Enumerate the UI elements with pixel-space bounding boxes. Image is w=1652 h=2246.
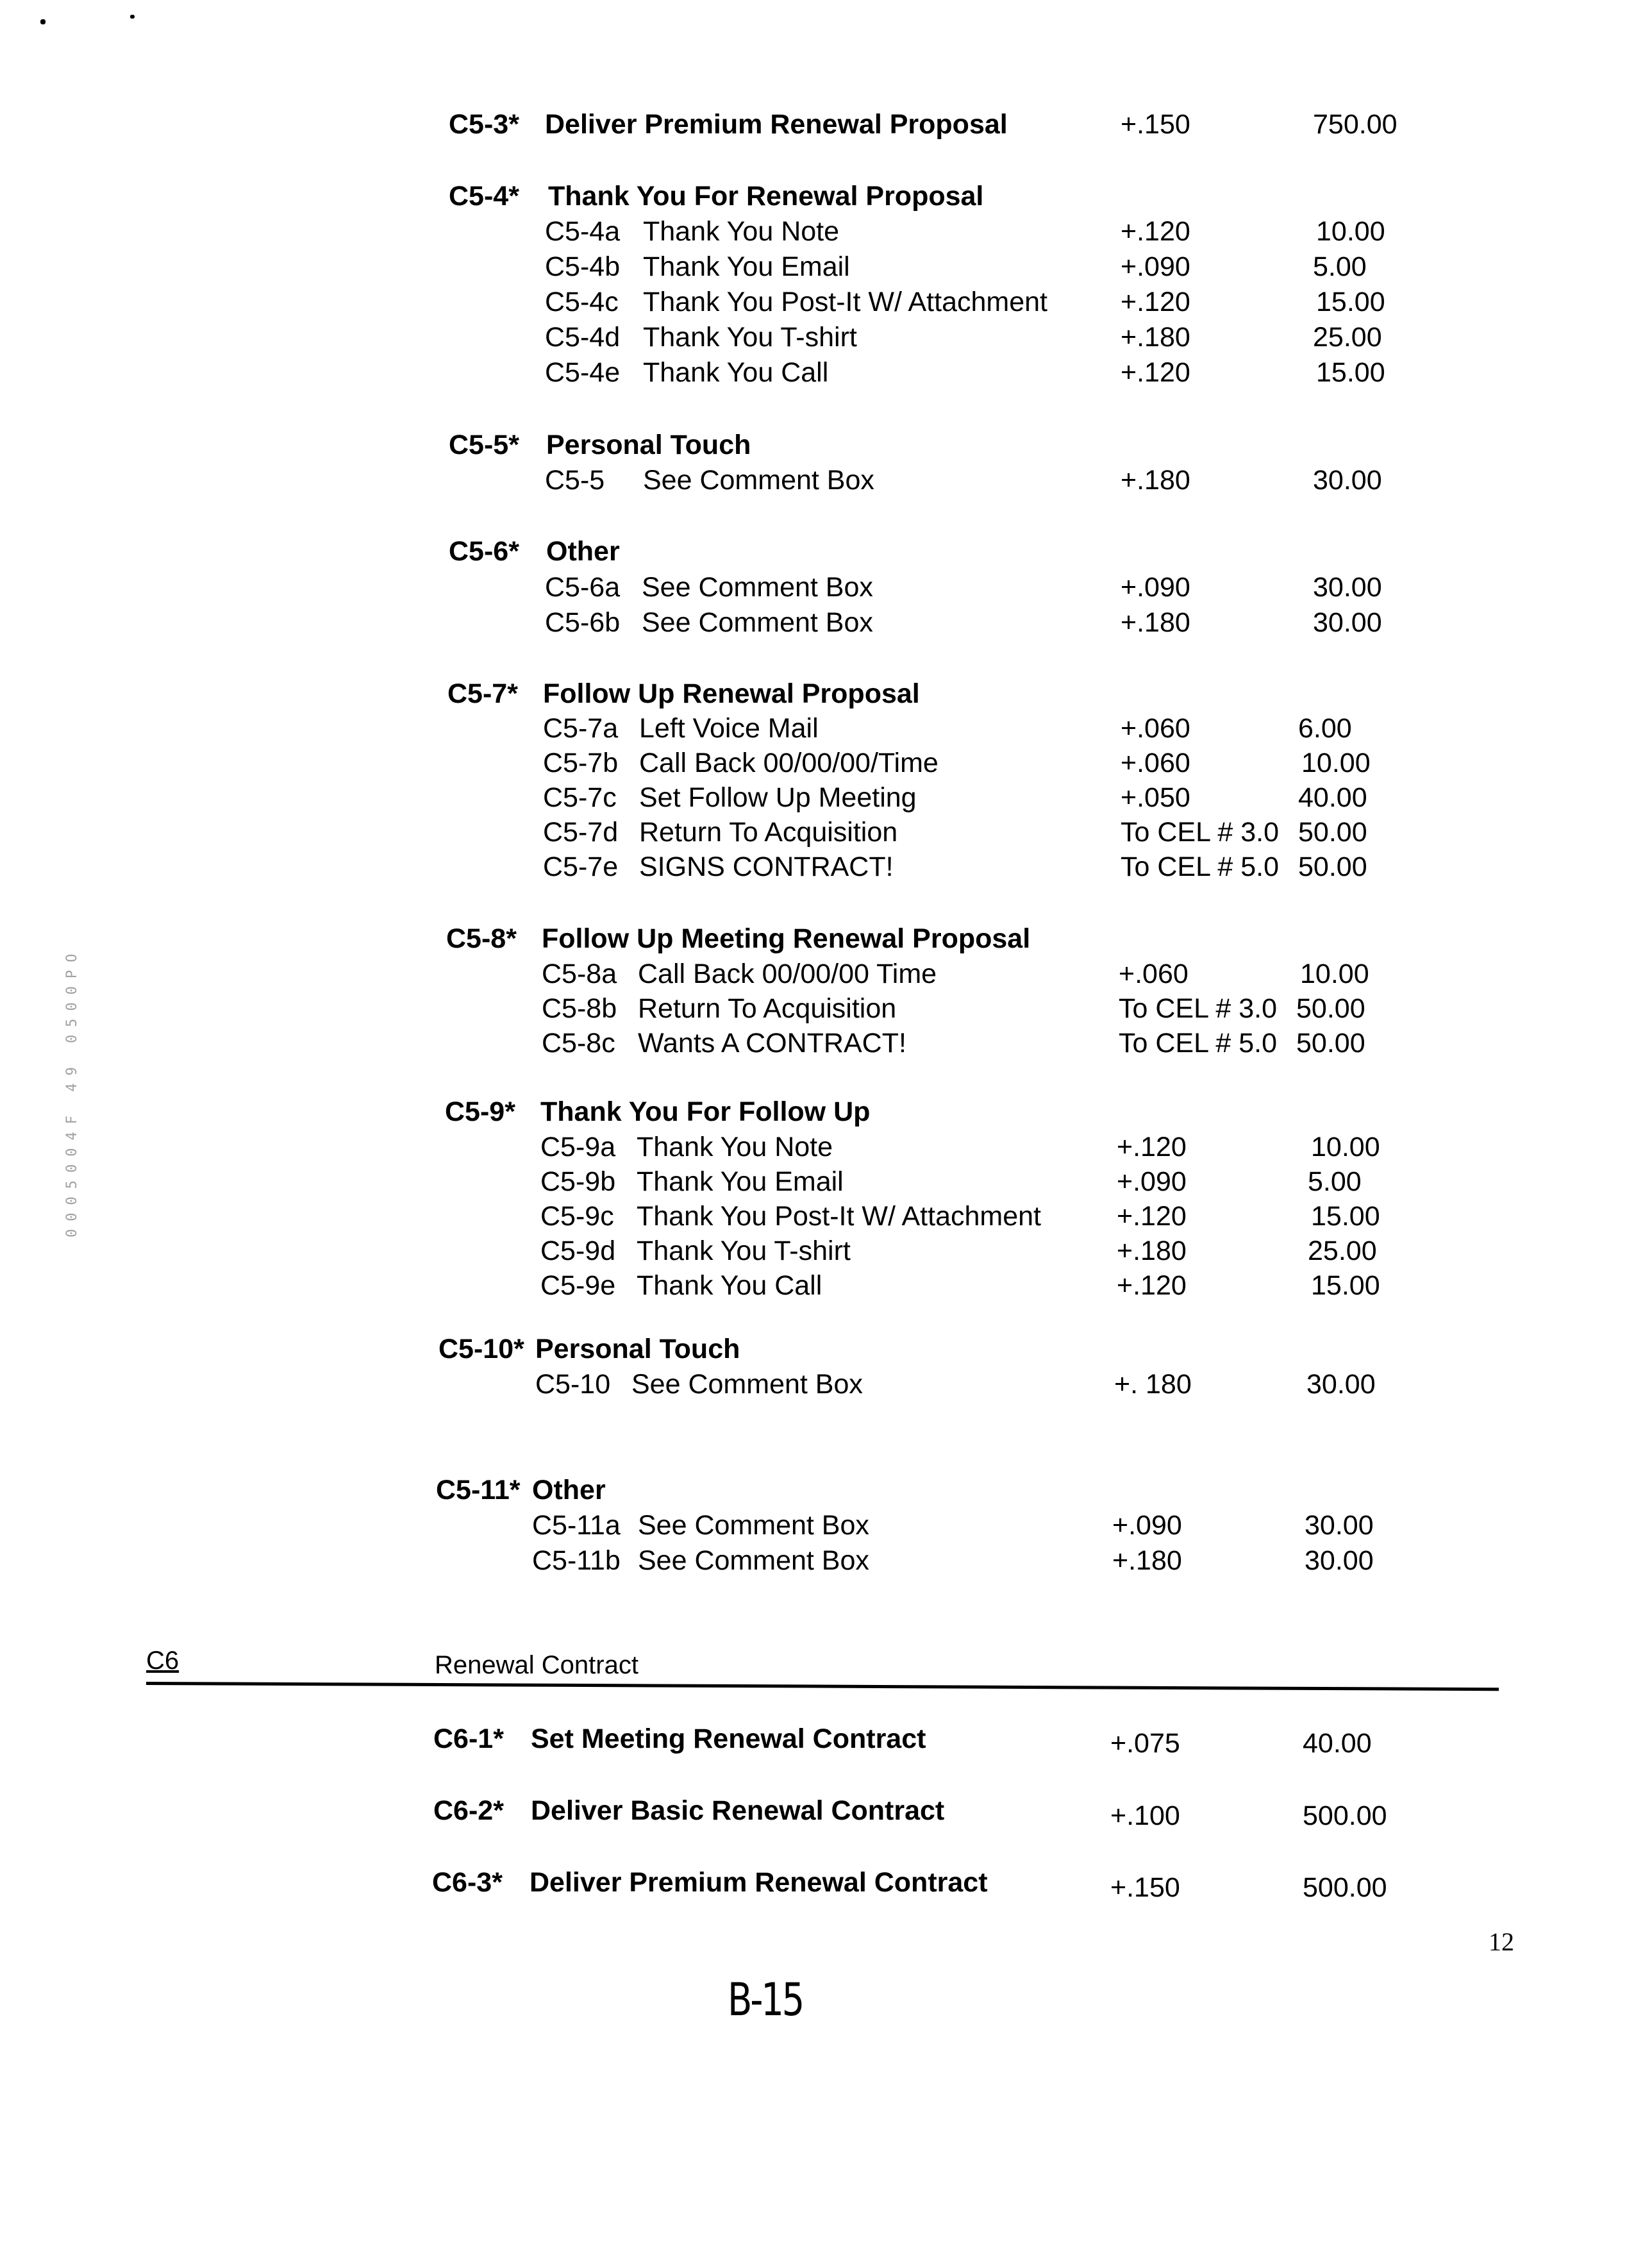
item-code: C5-9b <box>540 1166 616 1197</box>
item-label: Set Follow Up Meeting <box>639 782 917 813</box>
points-value: To CEL # 5.0 <box>1121 851 1279 882</box>
amount-value: 10.00 <box>1316 216 1385 247</box>
group-code: C5-5* <box>449 430 519 460</box>
item-code: C5-4d <box>545 322 621 353</box>
item-label: Thank You Call <box>637 1270 822 1301</box>
amount-value: 500.00 <box>1303 1800 1387 1831</box>
item-label: SIGNS CONTRACT! <box>639 851 894 882</box>
section-title: Renewal Contract <box>435 1651 638 1679</box>
group-title: Follow Up Meeting Renewal Proposal <box>542 923 1031 954</box>
item-code: C5-8b <box>542 993 617 1024</box>
item-label: See Comment Box <box>631 1369 863 1400</box>
item-code: C5-8c <box>542 1028 615 1059</box>
item-code: C5-9e <box>540 1270 616 1301</box>
amount-value: 15.00 <box>1311 1201 1380 1232</box>
points-value: +.090 <box>1121 251 1190 282</box>
amount-value: 30.00 <box>1306 1369 1376 1400</box>
item-label: See Comment Box <box>638 1545 869 1576</box>
group-code: C5-3* <box>449 109 519 140</box>
points-value: +.060 <box>1121 748 1190 778</box>
points-value: +.075 <box>1110 1728 1180 1759</box>
amount-value: 15.00 <box>1316 357 1385 388</box>
amount-value: 750.00 <box>1313 109 1398 140</box>
points-value: +.090 <box>1112 1510 1182 1541</box>
item-label: Thank You Note <box>637 1132 833 1162</box>
group-title: Thank You For Renewal Proposal <box>548 181 984 212</box>
section-code: C6 <box>146 1647 179 1675</box>
amount-value: 50.00 <box>1298 817 1367 848</box>
item-code: C5-11a <box>532 1510 621 1541</box>
item-label: Thank You Note <box>643 216 840 247</box>
item-code: C5-4e <box>545 357 621 388</box>
group-title: Personal Touch <box>535 1334 740 1364</box>
points-value: +.180 <box>1117 1236 1187 1266</box>
points-value: +.180 <box>1121 607 1190 638</box>
group-title: Personal Touch <box>546 430 751 460</box>
amount-value: 500.00 <box>1303 1872 1387 1903</box>
item-label: Return To Acquisition <box>639 817 898 848</box>
item-title: Deliver Basic Renewal Contract <box>531 1795 945 1826</box>
item-title: Deliver Premium Renewal Contract <box>530 1867 988 1898</box>
group-code: C5-11* <box>436 1475 521 1505</box>
item-code: C6-3* <box>432 1867 503 1898</box>
amount-value: 30.00 <box>1313 465 1382 496</box>
item-code: C6-1* <box>433 1723 504 1754</box>
amount-value: 30.00 <box>1313 572 1382 603</box>
item-label: Call Back 00/00/00 Time <box>638 959 937 989</box>
amount-value: 40.00 <box>1303 1728 1372 1759</box>
group-code: C5-9* <box>445 1096 515 1127</box>
amount-value: 30.00 <box>1305 1545 1374 1576</box>
item-label: See Comment Box <box>642 572 873 603</box>
points-value: +.150 <box>1121 109 1190 140</box>
amount-value: 10.00 <box>1301 748 1371 778</box>
amount-value: 30.00 <box>1305 1510 1374 1541</box>
amount-value: 30.00 <box>1313 607 1382 638</box>
item-code: C5-7e <box>543 851 619 882</box>
item-code: C5-9c <box>540 1201 614 1232</box>
points-value: +.120 <box>1117 1270 1187 1301</box>
item-code: C5-7c <box>543 782 617 813</box>
amount-value: 50.00 <box>1298 851 1367 882</box>
points-value: To CEL # 3.0 <box>1121 817 1279 848</box>
points-value: +.120 <box>1117 1132 1187 1162</box>
item-label: See Comment Box <box>643 465 874 496</box>
points-value: +.180 <box>1121 465 1190 496</box>
amount-value: 10.00 <box>1311 1132 1380 1162</box>
group-code: C5-10* <box>438 1334 524 1364</box>
margin-bates-stamp: 0005004F 49 0500PO <box>64 946 80 1237</box>
item-label: See Comment Box <box>642 607 873 638</box>
group-title: Follow Up Renewal Proposal <box>543 678 920 709</box>
item-code: C5-8a <box>542 959 617 989</box>
points-value: +.050 <box>1121 782 1190 813</box>
group-code: C5-4* <box>449 181 519 212</box>
item-label: Wants A CONTRACT! <box>638 1028 906 1059</box>
item-code: C5-4c <box>545 287 619 317</box>
points-value: +.120 <box>1121 216 1190 247</box>
group-code: C5-8* <box>446 923 517 954</box>
page-number: 12 <box>1489 1927 1514 1956</box>
item-code: C5-10 <box>535 1369 611 1400</box>
points-value: +.180 <box>1121 322 1190 353</box>
amount-value: 5.00 <box>1313 251 1367 282</box>
points-value: +.120 <box>1121 287 1190 317</box>
item-code: C5-9a <box>540 1132 616 1162</box>
points-value: +.100 <box>1110 1800 1180 1831</box>
scan-speck <box>40 19 46 24</box>
item-code: C5-11b <box>532 1545 621 1576</box>
item-label: Call Back 00/00/00/Time <box>639 748 939 778</box>
item-code: C5-7b <box>543 748 619 778</box>
amount-value: 6.00 <box>1298 713 1352 744</box>
item-label: Thank You T-shirt <box>637 1236 851 1266</box>
section-divider <box>146 1682 1499 1691</box>
points-value: +.060 <box>1119 959 1189 989</box>
group-code: C5-7* <box>447 678 518 709</box>
item-label: Left Voice Mail <box>639 713 819 744</box>
points-value: +.150 <box>1110 1872 1180 1903</box>
amount-value: 50.00 <box>1296 993 1365 1024</box>
points-value: +.060 <box>1121 713 1190 744</box>
item-label: See Comment Box <box>638 1510 869 1541</box>
item-label: Thank You Email <box>643 251 850 282</box>
group-title: Other <box>546 536 620 567</box>
item-code: C5-9d <box>540 1236 616 1266</box>
amount-value: 5.00 <box>1308 1166 1362 1197</box>
item-code: C5-7d <box>543 817 619 848</box>
points-value: +.120 <box>1117 1201 1187 1232</box>
scan-speck <box>130 15 135 19</box>
points-value: +.120 <box>1121 357 1190 388</box>
group-title: Thank You For Follow Up <box>540 1096 871 1127</box>
item-label: Thank You Email <box>637 1166 844 1197</box>
item-code: C5-5 <box>545 465 605 496</box>
item-code: C5-6b <box>545 607 621 638</box>
amount-value: 15.00 <box>1311 1270 1380 1301</box>
amount-value: 40.00 <box>1298 782 1367 813</box>
item-code: C5-7a <box>543 713 619 744</box>
points-value: +.090 <box>1117 1166 1187 1197</box>
handwritten-note: B-15 <box>728 1974 803 2026</box>
points-value: +. 180 <box>1114 1369 1192 1400</box>
item-code: C5-6a <box>545 572 621 603</box>
item-label: Thank You Post-It W/ Attachment <box>637 1201 1041 1232</box>
item-label: Thank You Post-It W/ Attachment <box>643 287 1047 317</box>
item-code: C6-2* <box>433 1795 504 1826</box>
item-title: Set Meeting Renewal Contract <box>531 1723 926 1754</box>
amount-value: 25.00 <box>1308 1236 1377 1266</box>
group-title: Deliver Premium Renewal Proposal <box>545 109 1008 140</box>
points-value: To CEL # 3.0 <box>1119 993 1277 1024</box>
amount-value: 25.00 <box>1313 322 1382 353</box>
points-value: +.180 <box>1112 1545 1182 1576</box>
points-value: To CEL # 5.0 <box>1119 1028 1277 1059</box>
group-code: C5-6* <box>449 536 519 567</box>
item-label: Thank You T-shirt <box>643 322 857 353</box>
item-label: Return To Acquisition <box>638 993 897 1024</box>
item-label: Thank You Call <box>643 357 829 388</box>
item-code: C5-4b <box>545 251 621 282</box>
amount-value: 15.00 <box>1316 287 1385 317</box>
points-value: +.090 <box>1121 572 1190 603</box>
amount-value: 50.00 <box>1296 1028 1365 1059</box>
amount-value: 10.00 <box>1300 959 1369 989</box>
group-title: Other <box>532 1475 606 1505</box>
item-code: C5-4a <box>545 216 621 247</box>
